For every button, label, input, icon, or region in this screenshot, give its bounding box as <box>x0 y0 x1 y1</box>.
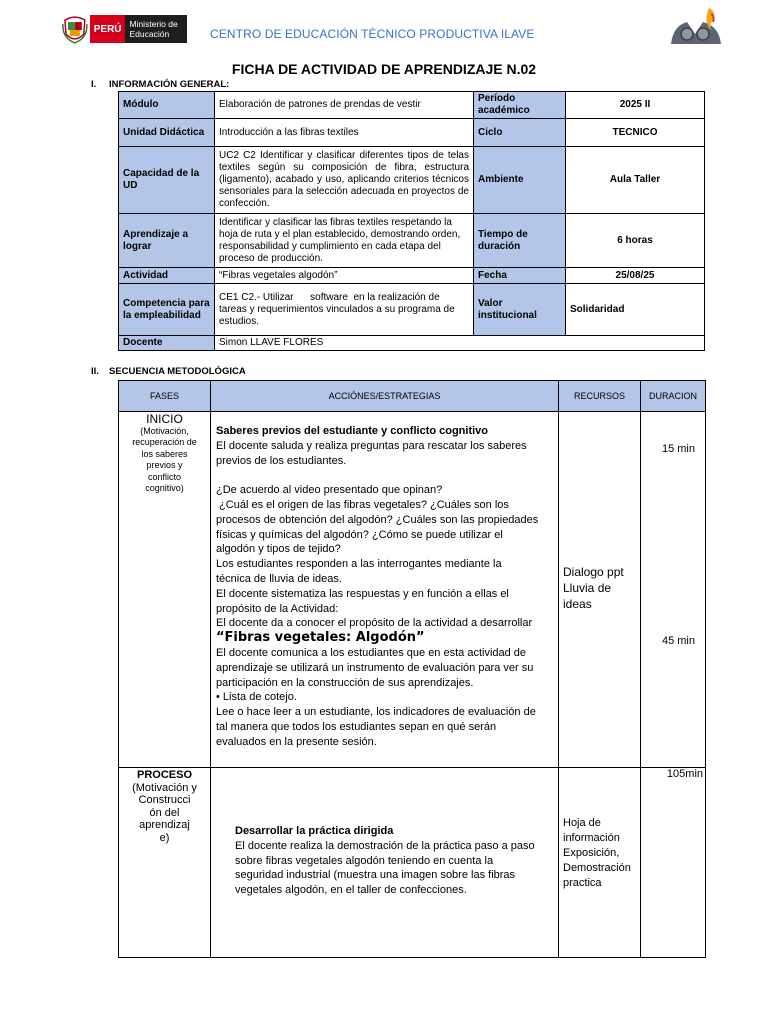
header-fases: FASES <box>119 381 211 412</box>
proceso-text-line: vegetales algodón, en el taller de confecciones. <box>235 884 467 897</box>
inicio-text-line: participación en la construcción de sus aprendizajes. <box>216 676 474 689</box>
section-1-number: I. <box>91 79 97 90</box>
aprendizaje-value: Identificar y clasificar las fibras textiles respetando la hoja de ruta y el plan establecido, demostrando orden, responsabilidad y cumplimiento en cada etapa del proceso de producción. <box>215 214 474 268</box>
section-2-label <box>91 366 246 377</box>
inicio-heading: Saberes previos del estudiante y conflicto cognitivo <box>216 425 489 437</box>
proceso-text-line: seguridad industrial (muestra una imagen sobre las fibras <box>235 869 516 882</box>
ministry-line-1: Ministerio de <box>129 19 178 29</box>
inicio-text-line: Los estudiantes responden a las interrogantes mediante la <box>216 558 502 571</box>
proceso-resource-line: Exposición, <box>563 847 620 859</box>
proceso-resources <box>559 768 641 958</box>
inicio-text-line: El docente comunica a los estudiantes que en esta actividad de <box>216 646 527 659</box>
page-header <box>0 0 768 60</box>
valor-label: Valor institucional <box>474 284 566 336</box>
document-title: FICHA DE ACTIVIDAD DE APRENDIZAJE N.02 <box>231 61 537 77</box>
tiempo-label: Tiempo de duración <box>474 214 566 268</box>
phase-inicio-desc-line: (Motivación, <box>140 425 189 436</box>
competencia-value: CE1 C2.- Utilizar software en la realización de tareas y requerimientos vinculados a su programa de estudios. <box>215 284 474 336</box>
phase-inicio-desc <box>119 426 210 495</box>
inicio-text-line: El docente da a conocer el propósito de la actividad a desarrollar <box>216 617 533 630</box>
inicio-resource-line: Lluvia de <box>563 581 612 595</box>
proceso-duration <box>641 768 706 958</box>
methodology-table <box>118 380 706 958</box>
ciclo-value: TECNICO <box>566 119 705 147</box>
inicio-resource-line: ideas <box>563 597 592 611</box>
inicio-text-line: evaluados en la presente sesión. <box>216 735 377 748</box>
phase-proceso <box>119 768 211 958</box>
section-1-label <box>91 79 229 90</box>
header-recursos: RECURSOS <box>559 381 641 412</box>
phase-inicio-desc-line: los saberes <box>141 448 188 459</box>
unidad-label: Unidad Didáctica <box>119 119 215 147</box>
modulo-label: Módulo <box>119 92 215 119</box>
peru-label: PERÚ <box>90 15 126 43</box>
phase-proceso-desc-line: aprendizaj <box>139 819 190 831</box>
inicio-text-line: • Lista de cotejo. <box>216 691 297 704</box>
inicio-text-line: aprendizaje se utilizará un instrumento de evaluación para ver su <box>216 661 534 674</box>
proceso-actions <box>211 768 559 958</box>
inicio-text-line: previos de los estudiantes. <box>216 454 347 467</box>
competencia-label: Competencia para la empleabilidad <box>119 284 215 336</box>
minedu-logo <box>62 12 187 46</box>
section-2-number: II. <box>91 366 99 377</box>
inicio-text-line: El docente saluda y realiza preguntas para rescatar los saberes <box>216 439 527 452</box>
inicio-duration-1: 15 min <box>661 443 695 455</box>
inicio-text-line: tal manera que todos los estudiantes sepan en qué serán <box>216 720 497 733</box>
proceso-resource-line: Demostración <box>563 862 631 874</box>
inicio-text-a <box>216 439 558 631</box>
inicio-text-line: Lee o hace leer a un estudiante, los indicadores de evaluación de <box>216 706 536 719</box>
institution-logo-icon <box>665 4 727 48</box>
fecha-label: Fecha <box>474 268 566 284</box>
modulo-value: Elaboración de patrones de prendas de vestir <box>215 92 474 119</box>
header-duracion: DURACION <box>641 381 706 412</box>
header-acciones: ACCIÓNES/ESTRATEGIAS <box>211 381 559 412</box>
proceso-resource-line: practica <box>563 877 602 889</box>
actividad-label: Actividad <box>119 268 215 284</box>
proceso-resource-line: información <box>563 832 620 844</box>
phase-proceso-name: PROCESO <box>136 769 192 781</box>
unidad-value: Introducción a las fibras textiles <box>215 119 474 147</box>
proceso-text <box>235 839 558 898</box>
periodo-label: Período académico <box>474 92 566 119</box>
proceso-text-line: El docente realiza la demostración de la práctica paso a paso <box>235 839 535 852</box>
inicio-text-line: físicas y químicas del algodón? ¿Cómo se puede utilizar el <box>216 528 503 541</box>
inicio-text-line: ¿Cuál es el origen de las fibras vegetales? ¿Cuáles son los <box>216 498 509 511</box>
inicio-text-line <box>216 468 558 483</box>
phase-proceso-desc-line: (Motivación y <box>132 781 197 794</box>
capacidad-label: Capacidad de la UD <box>119 147 215 214</box>
proceso-heading: Desarrollar la práctica dirigida <box>235 825 394 837</box>
proceso-text-line: sobre fibras vegetales algodón teniendo en cuenta la <box>235 854 494 867</box>
docente-label: Docente <box>119 336 215 351</box>
section-2-title: SECUENCIA METODOLÓGICA <box>109 366 246 377</box>
capacidad-value: UC2 C2 Identificar y clasificar diferentes tipos de telas textiles según su composición de fibra, estructura (ligamento), acabado y uso, aplicando criterios técnicos sensoriales para la selección adecuada en proyectos de confección. <box>215 147 474 214</box>
inicio-text-b <box>216 646 558 750</box>
proceso-resource-line: Hoja de <box>563 817 601 829</box>
ciclo-label: Ciclo <box>474 119 566 147</box>
inicio-resources <box>559 412 641 768</box>
ambiente-label: Ambiente <box>474 147 566 214</box>
ambiente-value: Aula Taller <box>566 147 705 214</box>
phase-proceso-desc-line: Construcci <box>138 794 191 806</box>
section-1-title: INFORMACIÓN GENERAL: <box>109 79 230 90</box>
phase-inicio-desc-line: recuperación de <box>132 437 197 447</box>
proceso-duration-value: 105min <box>666 768 703 780</box>
inicio-duration-2: 45 min <box>661 635 695 647</box>
inicio-purpose: “Fibras vegetales: Algodón” <box>216 630 425 646</box>
inicio-text-line: técnica de lluvia de ideas. <box>216 572 342 585</box>
peru-coat-of-arms-icon <box>62 12 88 46</box>
institution-name: CENTRO DE EDUCACIÓN TÉCNICO PRODUCTIVA ILAVE <box>210 27 535 41</box>
general-info-table <box>118 91 705 351</box>
phase-proceso-desc-line: e) <box>159 831 170 844</box>
inicio-duration <box>641 412 706 768</box>
periodo-value: 2025 II <box>566 92 705 119</box>
phase-inicio-desc-line: previos y <box>146 460 183 470</box>
phase-proceso-desc-line: ón del <box>149 806 180 819</box>
phase-inicio-desc-line: cognitivo) <box>145 483 184 493</box>
phase-proceso-desc <box>119 782 210 845</box>
inicio-text-line: procesos de obtención del algodón? ¿Cuáles son las propiedades <box>216 513 539 526</box>
tiempo-value: 6 horas <box>566 214 705 268</box>
ministry-label <box>125 15 187 43</box>
inicio-text-line: ¿De acuerdo al video presentado que opinan? <box>216 484 443 497</box>
ministry-line-2: Educación <box>129 29 170 39</box>
docente-value: Simon LLAVE FLORES <box>215 336 705 351</box>
fecha-value: 25/08/25 <box>566 268 705 284</box>
aprendizaje-label: Aprendizaje a lograr <box>119 214 215 268</box>
phase-inicio <box>119 412 211 768</box>
inicio-text-line: algodón y tipos de tejido? <box>216 543 341 556</box>
inicio-text-line: propósito de la Actividad: <box>216 602 339 615</box>
inicio-actions <box>211 412 559 768</box>
inicio-text-line: El docente sistematiza las respuestas y en función a ellas el <box>216 587 509 600</box>
phase-inicio-desc-line: conflicto <box>147 471 182 482</box>
valor-value: Solidaridad <box>566 284 705 336</box>
actividad-value: “Fibras vegetales algodón” <box>215 268 474 284</box>
inicio-resource-line: Dialogo ppt <box>563 565 624 579</box>
phase-inicio-name: INICIO <box>146 412 183 426</box>
